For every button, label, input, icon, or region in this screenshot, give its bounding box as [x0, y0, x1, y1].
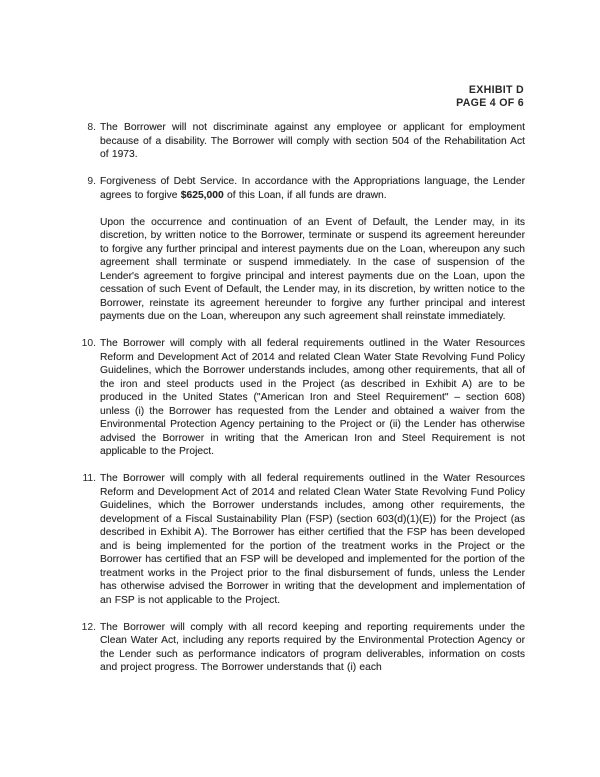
list-item-10 — [80, 337, 525, 459]
list-item-8 — [80, 121, 525, 162]
item-10-body — [100, 337, 525, 459]
item-12-paragraph: The Borrower will comply with all record keeping and reporting requirements under the Clean Water Act, including any reports required by the Environmental Protection Agency or the Lender such as performance indicators of program deliverables, information on costs and project progress. The Borrower understands that (i) each — [100, 621, 525, 673]
item-9-body — [100, 175, 525, 324]
item-8-body — [100, 121, 525, 162]
list-item-9 — [80, 175, 525, 324]
item-9-continuation-paragraph: Upon the occurrence and continuation of an Event of Default, the Lender may, in its discretion, by written notice to the Borrower, terminate or suspend its agreement hereunder to forgive any further principal and interest payments due on the Loan, whereupon any such agreement shall terminate or suspend immediately. In the case of suspension of the Lender's agreement to forgive principal and interest payments due on the Loan, upon the cessation of such Event of Default, the Lender may, in its discretion, by written notice to the Borrower, reinstate its agreement hereunder to forgive any further principal and interest payments due on the Loan, whereupon any such agreement shall reinstate immediately. — [100, 216, 525, 322]
item-8-number: 8. — [87, 122, 96, 133]
item-11-body — [100, 472, 525, 607]
document-body — [80, 121, 525, 688]
item-12-body — [100, 621, 525, 675]
list-item-12 — [80, 621, 525, 675]
document-header — [456, 84, 524, 110]
forgiveness-amount: $625,000 — [180, 189, 224, 201]
item-11-paragraph: The Borrower will comply with all federal requirements outlined in the Water Resources Reform and Development Act of 2014 and related Clean Water State Revolving Fund Policy Guidelines, which the Borrower understands includes, among other requirements, the development of a Fiscal Sustainability Plan (FSP) (section 603(d)(1)(E)) for the Project (as described in Exhibit A). The Borrower has either certified that the FSP has been developed and is being implemented for the portion of the treatment works in the Project or the Borrower has certified that an FSP will be developed and implemented for the portion of the treatment works in the Project prior to the final disbursement of funds, unless the Lender has otherwise advised the Borrower in writing that the development and implementation of an FSP is not applicable to the Project. — [100, 473, 525, 606]
item-10-number: 10. — [81, 338, 96, 349]
exhibit-label: EXHIBIT D — [468, 84, 524, 96]
item-9-number: 9. — [87, 176, 96, 187]
list-item-11 — [80, 472, 525, 607]
item-11-number: 11. — [82, 473, 96, 484]
item-12-number: 12. — [81, 621, 96, 633]
page-indicator: PAGE 4 OF 6 — [456, 97, 524, 110]
item-9-text-before-amount: Forgiveness of Debt Service. In accordance with the Appropriations language, the Lender agrees to forgive — [100, 176, 525, 201]
item-10-paragraph: The Borrower will comply with all federal requirements outlined in the Water Resources Reform and Development Act of 2014 and related Clean Water State Revolving Fund Policy Guidelines, which the Borrower understands includes, among other requirements, that all of the iron and steel products used in the Project (as described in Exhibit A) are to be produced in the United States ("American Iron and Steel Requirement" – section 608) unless (i) the Borrower has requested from the Lender and obtained a waiver from the Environmental Protection Agency pertaining to the Project or (ii) the Lender has otherwise advised the Borrower in writing that the American Iron and Steel Requirement is not applicable to the Project. — [100, 338, 525, 457]
item-9-text-after-amount: of this Loan, if all funds are drawn. — [223, 189, 387, 201]
item-9-lead-paragraph — [100, 175, 525, 202]
item-8-paragraph: The Borrower will not discriminate against any employee or applicant for employment because of a disability. The Borrower will comply with section 504 of the Rehabilitation Act of 1973. — [100, 122, 525, 160]
